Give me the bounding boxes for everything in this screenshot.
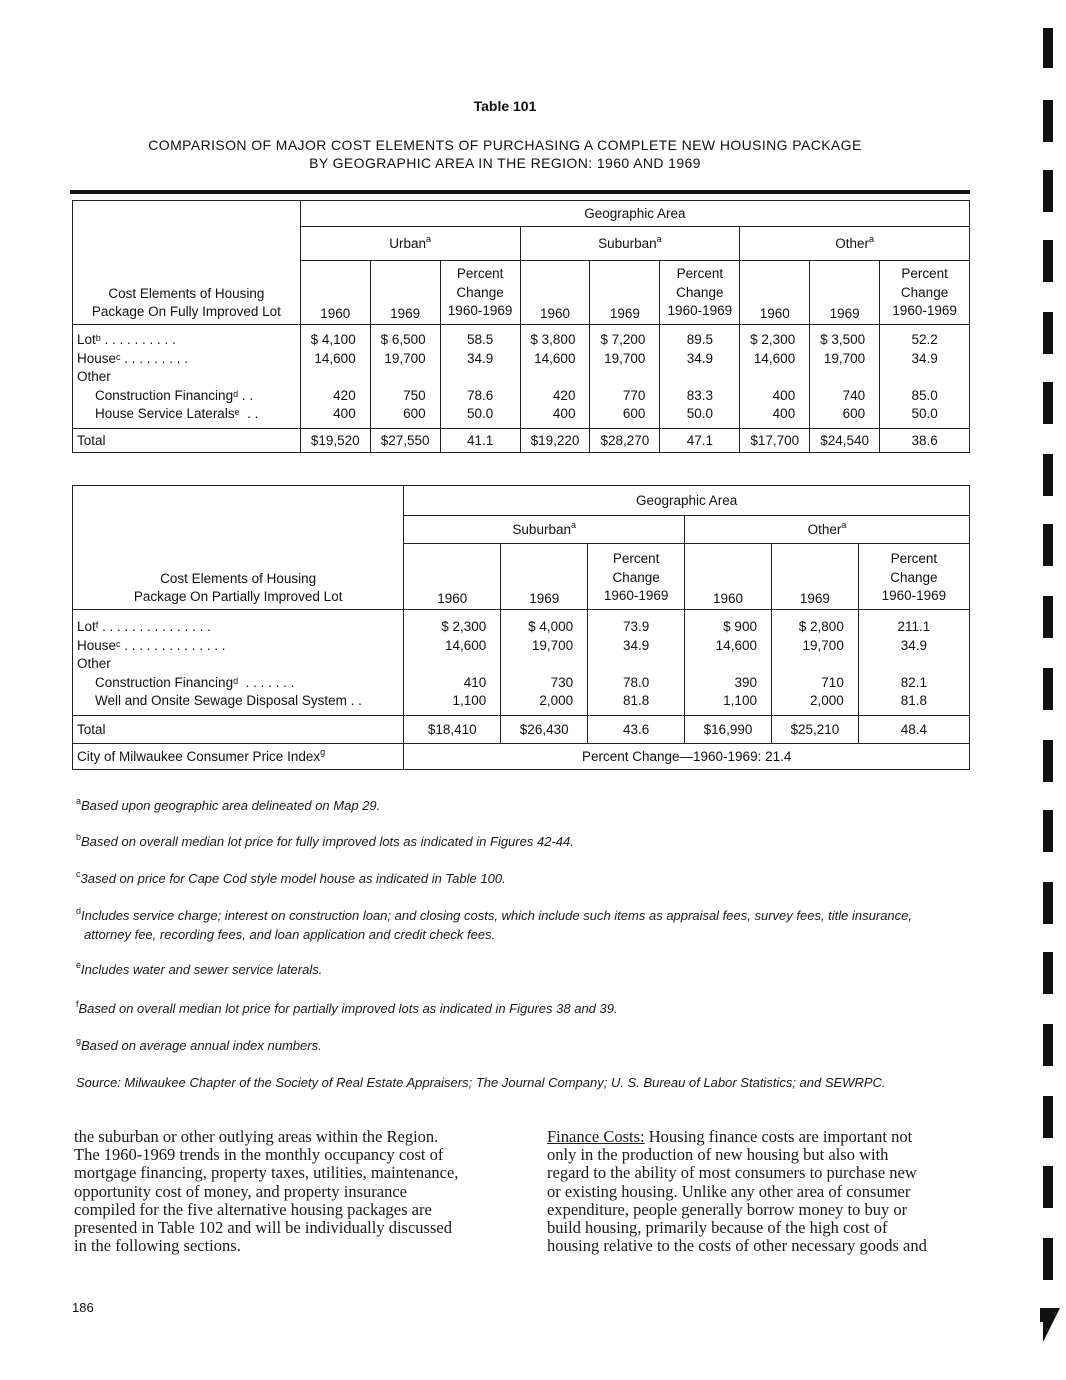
- title-rule: [70, 190, 970, 194]
- stub-line2: Package On Partially Improved Lot: [133, 589, 343, 605]
- body-line: compiled for the five alternative housing packages are: [74, 1199, 432, 1219]
- body-left-column: [74, 1128, 494, 1255]
- urban-pct-values: 58.5 34.9 78.6 50.0: [440, 325, 520, 429]
- scan-mark: [1043, 1024, 1053, 1066]
- scan-mark: [1043, 524, 1053, 566]
- body-line: opportunity cost of money, and property insurance: [74, 1181, 407, 1201]
- body-line: expenditure, people generally borrow money to buy or: [547, 1199, 908, 1219]
- scan-mark: [1043, 382, 1053, 424]
- table-label: Table 101: [473, 98, 537, 114]
- scan-mark: [1043, 668, 1053, 710]
- other-total-pct: 48.4: [858, 715, 969, 743]
- urban-1969-values: $ 6,500 19,700 750 600: [370, 325, 440, 429]
- suburban-1960-values: $ 2,300 14,600 410 1,100: [404, 610, 501, 716]
- table-title-line2: BY GEOGRAPHIC AREA IN THE REGION: 1960 AND 1969: [309, 155, 701, 171]
- footnote-a: $^a$Based upon geographic area delineated on Map 29.: [76, 796, 381, 813]
- col-pct: Percent Change 1960-1969: [660, 261, 740, 325]
- other-pct-values: 52.2 34.9 85.0 50.0: [880, 325, 970, 429]
- scan-mark: [1043, 596, 1053, 638]
- row-labels: [73, 325, 301, 429]
- cpi-value: Percent Change—1960-1969: 21.4: [404, 743, 970, 769]
- area-suburban: Suburban$^a$: [404, 516, 685, 544]
- other-total-1960: $16,990: [685, 715, 772, 743]
- area-suburban: Suburban$^a$: [520, 227, 740, 261]
- scan-mark: [1043, 810, 1053, 852]
- body-line: regard to the ability of most consumers to purchase new: [547, 1163, 917, 1183]
- suburban-1969-values: $ 4,000 19,700 730 2,000: [501, 610, 588, 716]
- col-1960: 1960: [520, 261, 590, 325]
- urban-1960-values: $ 4,100 14,600 420 400: [300, 325, 370, 429]
- body-line: The 1960-1969 trends in the monthly occupancy cost of: [74, 1145, 444, 1165]
- scan-mark: [1043, 454, 1053, 496]
- scan-mark: [1043, 100, 1053, 142]
- suburban-total-pct: 47.1: [660, 428, 740, 452]
- suburban-1969-values: $ 7,200 19,700 770 600: [590, 325, 660, 429]
- row-labels: [73, 610, 404, 716]
- body-right-column: Finance Costs: Housing finance costs are important not only in the production of new housing but also with regard to the ability of most consumers to purchase new or existing housing. Unlike any other area of consumer expenditure, people generally borrow money to buy or build housing, primarily because of the high cost of housing relative to the costs of other necessary goods and: [547, 1128, 967, 1255]
- row-label-lot: Lot$^f$ . . . . . . . . . . . . . . .: [77, 619, 211, 634]
- footnote-f: $^f$Based on overall median lot price for partially improved lots as indicated in Figures 38 and 39.: [76, 999, 618, 1016]
- col-1969: 1969: [810, 261, 880, 325]
- geo-area-header: Geographic Area: [404, 486, 970, 516]
- col-1969: 1969: [370, 261, 440, 325]
- body-line: the suburban or other outlying areas within the Region.: [74, 1127, 439, 1146]
- urban-total-1969: $27,550: [370, 428, 440, 452]
- footnote-b: $^b$Based on overall median lot price for fully improved lots as indicated in Figures 42-44.: [76, 832, 574, 849]
- scan-mark: [1043, 882, 1053, 924]
- suburban-total-pct: 43.6: [588, 715, 685, 743]
- col-1969: 1969: [501, 544, 588, 610]
- urban-total-pct: 41.1: [440, 428, 520, 452]
- stub-line2: Package On Fully Improved Lot: [91, 304, 281, 320]
- suburban-total-1969: $28,270: [590, 428, 660, 452]
- table-title-line1: COMPARISON OF MAJOR COST ELEMENTS OF PURCHASING A COMPLETE NEW HOUSING PACKAGE: [148, 137, 862, 153]
- row-label-house-service-laterals: House Service Laterals$^e$ . .: [95, 406, 259, 422]
- suburban-total-1960: $19,220: [520, 428, 590, 452]
- scan-mark: [1043, 170, 1053, 212]
- col-1960: 1960: [685, 544, 772, 610]
- suburban-pct-values: 73.9 34.9 78.0 81.8: [588, 610, 685, 716]
- other-total-1960: $17,700: [740, 428, 810, 452]
- col-pct: Percent Change 1960-1969: [858, 544, 969, 610]
- row-label-house: House$^c$ . . . . . . . . .: [77, 350, 189, 366]
- suburban-total-1969: $26,430: [501, 715, 588, 743]
- other-total-1969: $25,210: [771, 715, 858, 743]
- corner-mark: [1040, 1308, 1060, 1348]
- body-line: housing relative to the costs of other necessary goods and: [547, 1236, 927, 1256]
- geo-area-header: Geographic Area: [300, 201, 969, 227]
- body-line: in the following sections.: [74, 1236, 241, 1256]
- section-heading-finance-costs: Finance Costs:: [547, 1127, 645, 1146]
- col-1960: 1960: [300, 261, 370, 325]
- other-1969-values: $ 3,500 19,700 740 600: [810, 325, 880, 429]
- footnote-d: $^d$Includes service charge; interest on construction loan; and closing costs, which include such items as appraisal fees, survey fees, title insurance,: [76, 906, 912, 923]
- source-note: Source: Milwaukee Chapter of the Society of Real Estate Appraisers; The Journal Company; U. S. Bureau of Labor Statistics; and SEWRPC.: [76, 1075, 886, 1090]
- stub-header: [73, 486, 404, 610]
- row-label-well-sewage: Well and Onsite Sewage Disposal System . .: [95, 693, 362, 709]
- row-label-lot: Lot$^b$ . . . . . . . . . .: [77, 332, 176, 347]
- other-total-pct: 38.6: [880, 428, 970, 452]
- table-fully-improved: [72, 200, 970, 453]
- footnote-c: $^c$3ased on price for Cape Cod style model house as indicated in Table 100.: [76, 869, 506, 886]
- body-line: only in the production of new housing but also with: [547, 1145, 889, 1165]
- table-partially-improved: [72, 485, 970, 770]
- cpi-label: City of Milwaukee Consumer Price Index$^g$: [73, 743, 404, 769]
- suburban-1960-values: $ 3,800 14,600 420 400: [520, 325, 590, 429]
- scan-mark: [1043, 240, 1053, 282]
- footnote-d-cont: attorney fee, recording fees, and loan application and credit check fees.: [84, 927, 496, 942]
- footnote-g: $^g$Based on average annual index numbers.: [76, 1036, 322, 1053]
- col-pct: Percent Change 1960-1969: [440, 261, 520, 325]
- other-pct-values: 211.1 34.9 82.1 81.8: [858, 610, 969, 716]
- col-1960: 1960: [404, 544, 501, 610]
- scan-mark: [1043, 1238, 1053, 1280]
- area-other: Other$^a$: [685, 516, 970, 544]
- row-label-other: Other: [77, 656, 111, 672]
- page-number: 186: [72, 1300, 94, 1315]
- body-line: build housing, primarily because of the high cost of: [547, 1218, 888, 1238]
- other-1969-values: $ 2,800 19,700 710 2,000: [771, 610, 858, 716]
- suburban-pct-values: 89.5 34.9 83.3 50.0: [660, 325, 740, 429]
- stub-line1: Cost Elements of Housing: [160, 570, 317, 586]
- stub-line1: Cost Elements of Housing: [108, 285, 265, 301]
- body-line: or existing housing. Unlike any other area of consumer: [547, 1181, 911, 1201]
- other-1960-values: $ 2,300 14,600 400 400: [740, 325, 810, 429]
- col-1969: 1969: [771, 544, 858, 610]
- row-label-construction-financing: Construction Financing$^d$ . . . . . . .: [95, 674, 295, 690]
- suburban-total-1960: $18,410: [404, 715, 501, 743]
- other-total-1969: $24,540: [810, 428, 880, 452]
- footnote-e: $^e$Includes water and sewer service laterals.: [76, 960, 323, 977]
- total-label: Total: [73, 428, 301, 452]
- scan-mark: [1043, 952, 1053, 994]
- col-1960: 1960: [740, 261, 810, 325]
- row-label-house: House$^c$ . . . . . . . . . . . . . .: [77, 637, 226, 653]
- other-1960-values: $ 900 14,600 390 1,100: [685, 610, 772, 716]
- scan-mark: [1043, 740, 1053, 782]
- scan-mark: [1043, 1096, 1053, 1138]
- col-pct: Percent Change 1960-1969: [880, 261, 970, 325]
- scan-mark: [1043, 28, 1053, 68]
- row-label-other: Other: [77, 369, 111, 385]
- area-urban: Urban$^a$: [300, 227, 520, 261]
- stub-header: [73, 201, 301, 325]
- col-pct: Percent Change 1960-1969: [588, 544, 685, 610]
- body-line: presented in Table 102 and will be individually discussed: [74, 1218, 452, 1238]
- col-1969: 1969: [590, 261, 660, 325]
- total-label: Total: [73, 715, 404, 743]
- scan-mark: [1043, 1166, 1053, 1208]
- area-other: Other$^a$: [740, 227, 970, 261]
- row-label-construction-financing: Construction Financing$^d$ . .: [95, 387, 254, 403]
- body-line: mortgage financing, property taxes, utilities, maintenance,: [74, 1163, 459, 1183]
- scan-mark: [1043, 312, 1053, 354]
- urban-total-1960: $19,520: [300, 428, 370, 452]
